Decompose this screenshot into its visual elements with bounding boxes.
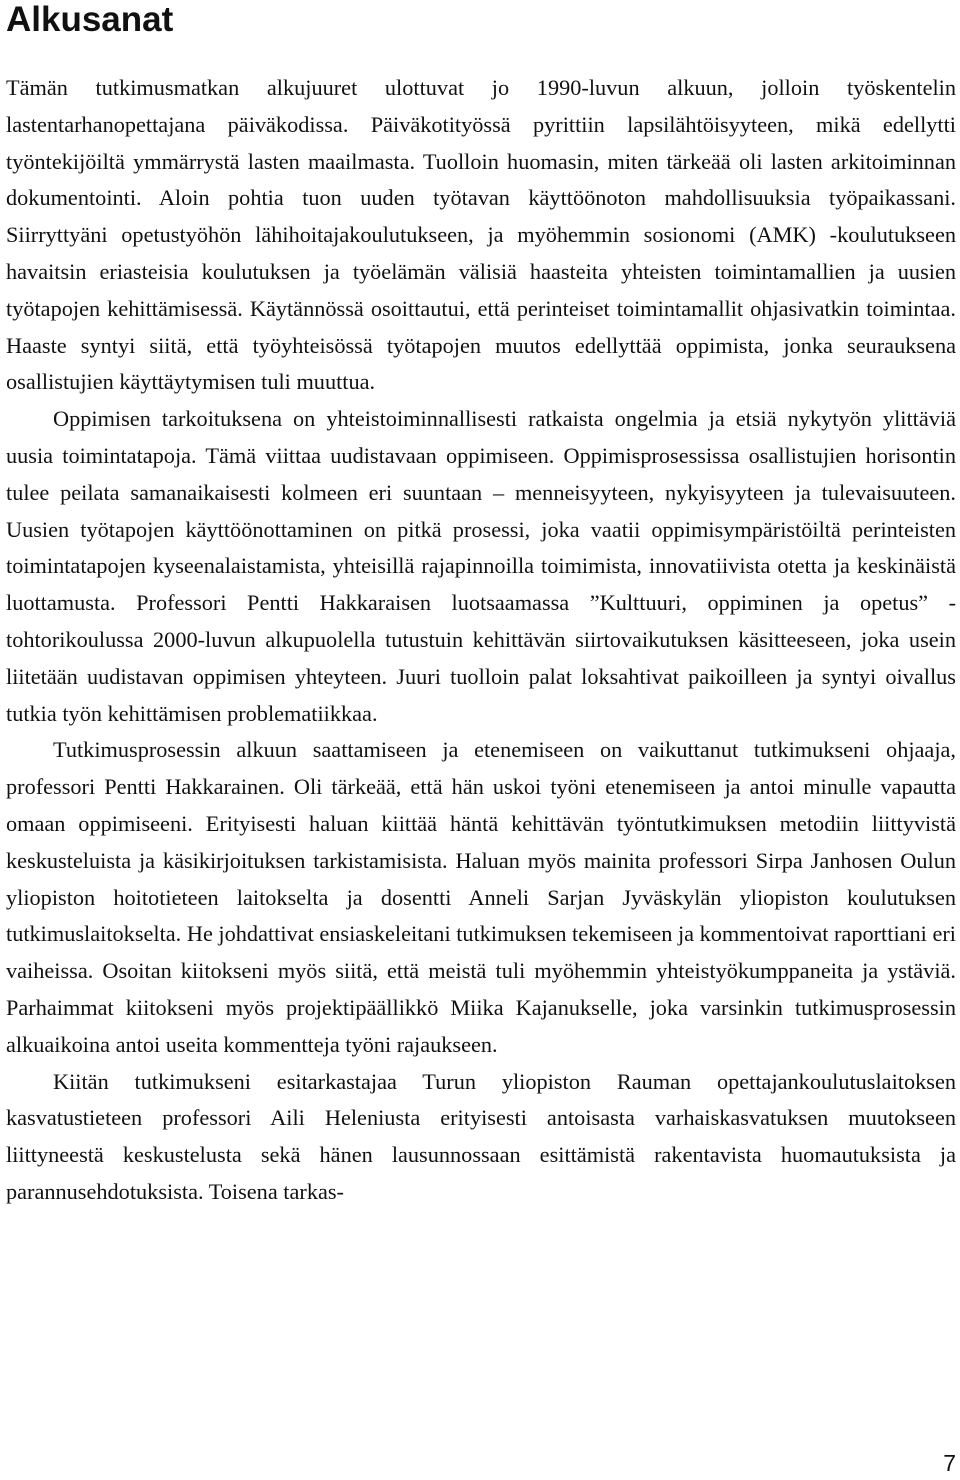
page-title: Alkusanat — [6, 0, 174, 39]
page-number: 7 — [943, 1450, 956, 1476]
body-text — [6, 70, 956, 1211]
paragraph-1: Tämän tutkimusmatkan alkujuuret ulottuvat jo 1990-luvun alkuun, jolloin työskentelin lastentarhanopettajana päiväkodissa. Päiväkotityössä pyrittiin lapsilähtöisyyteen, mikä edellytti työntekijöiltä ymmärrystä lasten maailmasta. Tuolloin huomasin, miten tärkeää oli lasten arkitoiminnan dokumentointi. Aloin pohtia tuon uuden työtavan käyttöönoton mahdollisuuksia työpaikassani. Siirryttyäni opetustyöhön lähihoitajakoulutukseen, ja myöhemmin sosionomi (AMK) -koulutukseen havaitsin eriasteisia koulutuksen ja työelämän välisiä haasteita yhteisten toimintamallien ja uusien työtapojen kehittämisessä. Käytännössä osoittautui, että perinteiset toimintamallit ohjasivatkin toimintaa. Haaste syntyi siitä, että työyhteisössä työtapojen muutos edellyttää oppimista, jonka seurauksena osallistujien käyttäytymisen tuli muuttua. — [6, 75, 956, 395]
document-page — [6, 0, 956, 1211]
paragraph-4: Kiitän tutkimukseni esitarkastajaa Turun yliopiston Rauman opettajankoulutuslaitoksen kasvatustieteen professori Aili Heleniusta erityisesti antoisasta varhaiskasvatuksen muutokseen liittyneestä keskustelusta sekä hänen lausunnossaan esittämistä rakentavista huomautuksista ja parannusehdotuksista. Toisena tarkas- — [6, 1068, 956, 1204]
paragraph-2: Oppimisen tarkoituksena on yhteistoiminnallisesti ratkaista ongelmia ja etsiä nykytyön ylittäviä uusia toimintatapoja. Tämä viittaa uudistavaan oppimiseen. Oppimisprosessissa osallistujien horisontin tulee peilata samanaikaisesti kolmeen eri suuntaan – menneisyyteen, nykyisyyteen ja tulevaisuuteen. Uusien työtapojen käyttöönottaminen on pitkä prosessi, joka vaatii oppimisympäristöiltä perinteisten toimintatapojen kyseenalaistamista, yhteisillä rajapinnoilla toimimista, innovatiivista otetta ja keskinäistä luottamusta. Professori Pentti Hakkaraisen luotsaamassa ”Kulttuuri, oppiminen ja opetus” -tohtorikoulussa 2000-luvun alkupuolella tutustuin kehittävän siirtovaikutuksen käsitteeseen, joka usein liitetään uudistavan oppimisen yhteyteen. Juuri tuolloin palat loksahtivat paikoilleen ja syntyi oivallus tutkia työn kehittämisen problematiikkaa. — [6, 406, 956, 726]
paragraph-3: Tutkimusprosessin alkuun saattamiseen ja etenemiseen on vaikuttanut tutkimukseni ohjaaja, professori Pentti Hakkarainen. Oli tärkeää, että hän uskoi työni etenemiseen ja antoi minulle vapautta omaan oppimiseeni. Erityisesti haluan kiittää häntä kehittävän työntutkimuksen metodiin liittyvistä keskusteluista ja käsikirjoituksen tarkistamisista. Haluan myös mainita professori Sirpa Janhosen Oulun yliopiston hoitotieteen laitokselta ja dosentti Anneli Sarjan Jyväskylän yliopiston koulutuksen tutkimuslaitokselta. He johdattivat ensiaskeleitani tutkimuksen tekemiseen ja kommentoivat raporttiani eri vaiheissa. Osoitan kiitokseni myös siitä, että meistä tuli myöhemmin yhteistyökumppaneita ja ystäviä. Parhaimmat kiitokseni myös projektipäällikkö Miika Kajanukselle, joka varsinkin tutkimusprosessin alkuaikoina antoi useita kommentteja työni rajaukseen. — [6, 737, 956, 1057]
